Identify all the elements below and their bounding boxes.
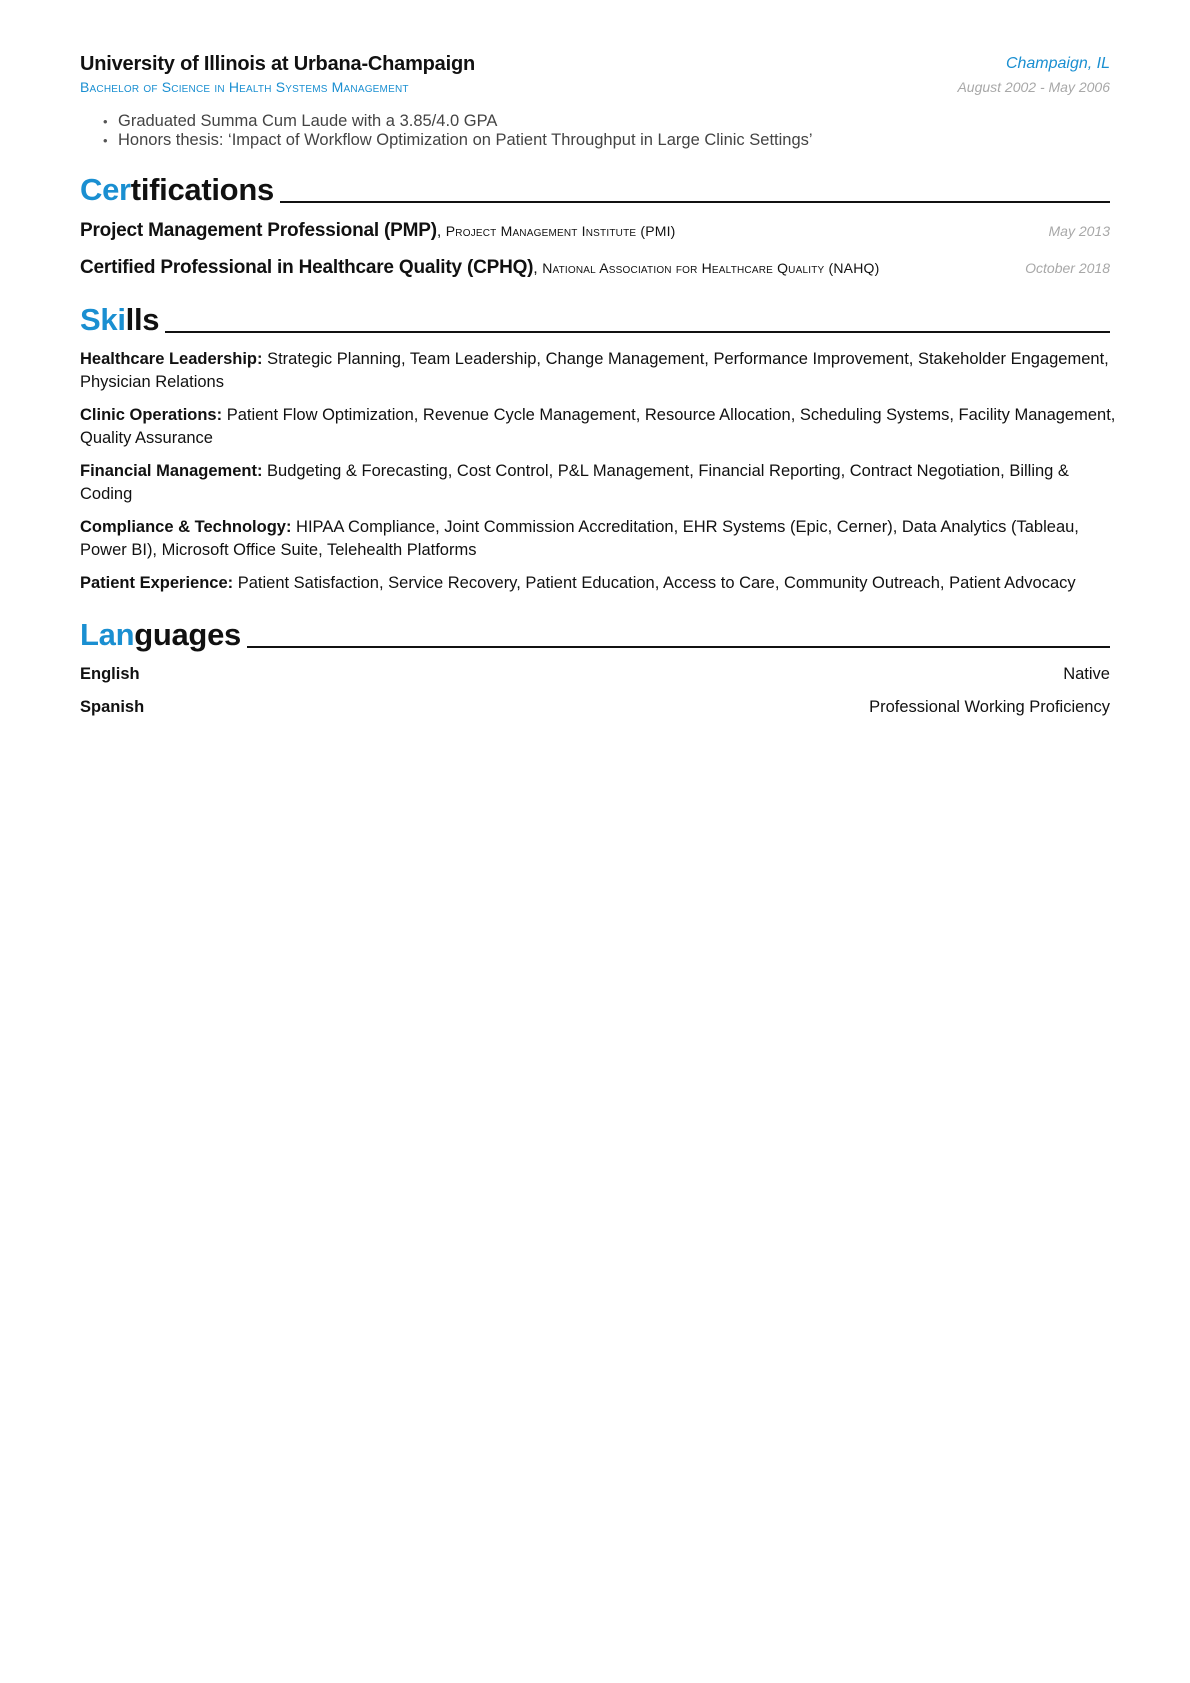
education-entry: [80, 50, 1110, 150]
certification-separator: ,: [533, 260, 543, 277]
certification-issuer: Project Management Institute (PMI): [445, 223, 676, 239]
certification-name: Certified Professional in Healthcare Quality (CPHQ): [80, 257, 534, 278]
skills-title-accent: Ski: [80, 302, 126, 337]
language-name: English: [80, 665, 140, 683]
certifications-title-rest: tifications: [130, 172, 274, 207]
school-name: University of Illinois at Urbana-Champaign: [80, 53, 475, 75]
education-header: [80, 50, 1110, 78]
certification-separator: ,: [436, 223, 446, 240]
skill-row: [80, 404, 1120, 450]
skill-values: Budgeting & Forecasting, Cost Control, P&L Management, Financial Reporting, Contract Negotiation, Billing & Coding: [80, 462, 1069, 503]
skill-values: HIPAA Compliance, Joint Commission Accreditation, EHR Systems (Epic, Cerner), Data Analytics (Tableau, Power BI), Microsoft Office Suite, Telehealth Platforms: [80, 518, 1079, 559]
language-row: [80, 663, 1110, 686]
skills-header: [80, 298, 1110, 338]
skill-category: Healthcare Leadership:: [80, 350, 263, 368]
school-location: Champaign, IL: [1005, 55, 1110, 72]
skill-values: Patient Flow Optimization, Revenue Cycle Management, Resource Allocation, Scheduling Systems, Facility Management, Quality Assurance: [80, 406, 1116, 447]
skills-list: [80, 348, 1116, 595]
skill-category: Patient Experience:: [80, 574, 234, 592]
certification-date: October 2018: [1025, 260, 1110, 276]
skill-row: [80, 460, 1120, 506]
certifications-header: [80, 168, 1110, 208]
skill-row: [80, 572, 1120, 595]
skill-row: [80, 348, 1120, 394]
languages-title-rest: guages: [134, 617, 241, 652]
skills-title: [80, 302, 159, 338]
certification-issuer: National Association for Healthcare Quality (NAHQ): [542, 260, 880, 276]
education-bullet: • Graduated Summa Cum Laude with a 3.85/4.0 GPA: [118, 112, 1110, 131]
certification-body: [80, 257, 880, 280]
skill-category: Compliance & Technology:: [80, 518, 292, 536]
languages-header: [80, 613, 1110, 653]
section-divider: [247, 646, 1110, 648]
language-level: Native: [1063, 665, 1110, 683]
certification-name: Project Management Professional (PMP): [80, 220, 437, 241]
section-divider: [165, 331, 1110, 333]
education-subheader: [80, 76, 1110, 98]
skills-title-rest: lls: [125, 302, 160, 337]
section-divider: [280, 201, 1110, 203]
certification-item: [80, 257, 1110, 280]
certifications-title-accent: Cer: [80, 172, 131, 207]
languages-title-accent: Lan: [80, 617, 135, 652]
language-row: [80, 696, 1110, 719]
certification-date: May 2013: [1048, 223, 1110, 239]
skill-values: Patient Satisfaction, Service Recovery, Patient Education, Access to Care, Community Outreach, Patient Advocacy: [233, 574, 1076, 592]
certification-item: [80, 220, 1110, 243]
languages-title: [80, 617, 241, 653]
education-dates: August 2002 - May 2006: [957, 79, 1110, 95]
skill-category: Clinic Operations:: [80, 406, 223, 424]
degree-title: Bachelor of Science in Health Systems Management: [80, 79, 409, 95]
certifications-title: [80, 172, 274, 208]
skill-category: Financial Management:: [80, 462, 263, 480]
skill-values: Strategic Planning, Team Leadership, Change Management, Performance Improvement, Stakeholder Engagement, Physician Relations: [80, 350, 1109, 391]
education-bullet: • Honors thesis: ‘Impact of Workflow Optimization on Patient Throughput in Large Clinic Settings’: [118, 131, 1110, 150]
language-level: Professional Working Proficiency: [869, 698, 1110, 716]
skill-row: [80, 516, 1120, 562]
education-bullets: [80, 112, 1110, 150]
certification-body: [80, 220, 880, 243]
languages-list: [80, 663, 1110, 719]
language-name: Spanish: [80, 698, 145, 716]
